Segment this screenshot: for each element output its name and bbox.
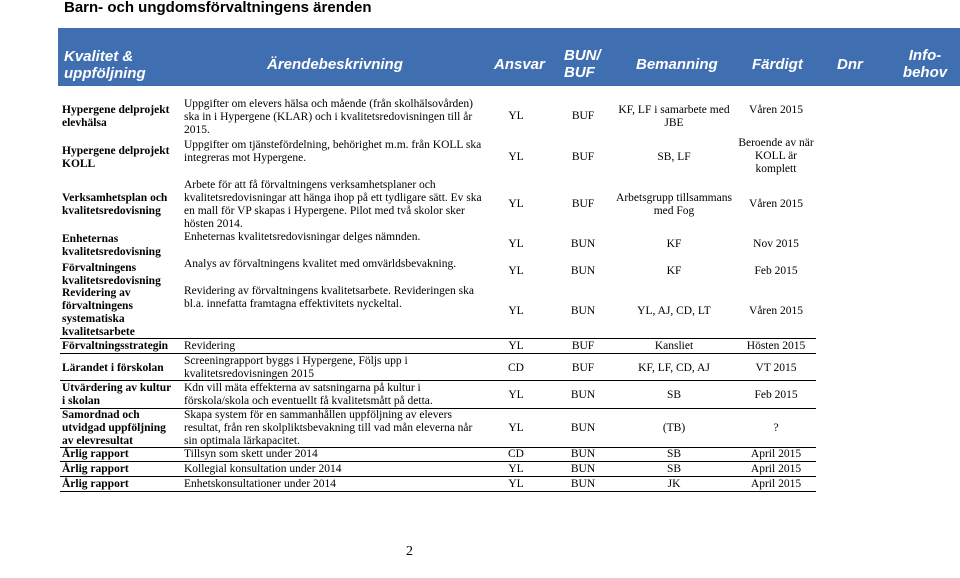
row-12-kvalitet: Årlig rapport (62, 463, 129, 475)
row-10-beskrivning: Skapa system för en sammanhållen uppföljning av elevers resultat, från ren skolpliktsbevakning till vad mån eleverna når sin optimala lärkapacitet. (184, 409, 473, 447)
row-5-ansvar: YL (508, 265, 524, 277)
row-13-kvalitet: Årlig rapport (62, 478, 129, 490)
row-8-ansvar: CD (508, 362, 524, 374)
row-6-bemanning: YL, AJ, CD, LT (637, 305, 711, 317)
row-7-fardigt: Hösten 2015 (746, 340, 806, 352)
row-3-beskrivning: Arbete för att få förvaltningens verksamhetsplaner och kvalitetsredovisningar att hänga ihop på ett tydligare sätt. Ev ska en mall för VP skapas i Hypergene. Pilot med två skolor sker hösten 2014. (184, 179, 482, 230)
row-13-bun: BUN (570, 478, 596, 490)
row-7-bun: BUF (571, 340, 595, 352)
row-11-fardigt: April 2015 (750, 448, 802, 460)
row-6-beskrivning: Revidering av förvaltningens kvalitetsarbete. Revideringen ska bl.a. innefatta framtagna effektivitets nyckeltal. (184, 285, 474, 310)
row-12-ansvar: YL (508, 463, 524, 475)
row-7-beskrivning: Revidering (184, 340, 236, 352)
row-divider (60, 353, 816, 354)
row-4-bemanning: KF (666, 238, 682, 250)
row-4-ansvar: YL (508, 238, 524, 250)
row-10-ansvar: YL (508, 422, 524, 434)
row-12-fardigt: April 2015 (750, 463, 802, 475)
row-5-kvalitet: Förvaltningens kvalitetsredovisning (62, 262, 161, 287)
row-5-bemanning: KF (666, 265, 682, 277)
row-8-beskrivning: Screeningrapport byggs i Hypergene, Följs upp i kvalitetsredovisningen 2015 (184, 355, 408, 380)
row-1-kvalitet: Hypergene delprojekt elevhälsa (62, 104, 170, 129)
row-2-beskrivning: Uppgifter om tjänstefördelning, behörighet m.m. från KOLL ska integreras mot Hypergene. (184, 139, 482, 164)
row-13-beskrivning: Enhetskonsultationer under 2014 (184, 478, 337, 490)
row-9-kvalitet: Utvärdering av kultur i skolan (62, 382, 172, 407)
row-6-fardigt: Våren 2015 (749, 305, 803, 317)
row-6-bun: BUN (570, 305, 596, 317)
header-fardigt: Färdigt (752, 56, 803, 73)
row-7-kvalitet: Förvaltningsstrategin (62, 340, 169, 352)
row-8-fardigt: VT 2015 (755, 362, 797, 374)
row-3-bemanning: Arbetsgrupp tillsammans med Fog (616, 192, 732, 217)
row-1-bemanning: KF, LF i samarbete med JBE (618, 104, 730, 129)
row-8-bun: BUF (571, 362, 595, 374)
row-9-bun: BUN (570, 389, 596, 401)
row-1-beskrivning: Uppgifter om elevers hälsa och mående (från skolhälsovården) ska in i Hypergene (KLAR) och i kvalitetsredovisningen till år 2015. (184, 98, 473, 136)
row-13-bemanning: JK (667, 478, 681, 490)
row-12-beskrivning: Kollegial konsultation under 2014 (184, 463, 342, 475)
row-10-bun: BUN (570, 422, 596, 434)
row-4-beskrivning: Enheternas kvalitetsredovisningar delges nämnden. (184, 231, 421, 243)
row-11-kvalitet: Årlig rapport (62, 448, 129, 460)
row-8-kvalitet: Lärandet i förskolan (62, 362, 164, 374)
row-divider (60, 380, 816, 381)
table-header (58, 28, 960, 86)
row-13-ansvar: YL (508, 478, 524, 490)
row-3-kvalitet: Verksamhetsplan och kvalitetsredovisning (62, 192, 168, 217)
row-3-bun: BUF (571, 198, 595, 210)
row-5-beskrivning: Analys av förvaltningens kvalitet med omvärldsbevakning. (184, 258, 457, 270)
row-10-fardigt: ? (773, 422, 779, 434)
header-bemanning: Bemanning (636, 56, 718, 73)
row-2-kvalitet: Hypergene delprojekt KOLL (62, 145, 170, 170)
page-title: Barn- och ungdomsförvaltningens ärenden (64, 0, 372, 16)
page-number: 2 (406, 544, 413, 559)
row-8-bemanning: KF, LF, CD, AJ (638, 362, 710, 374)
row-5-fardigt: Feb 2015 (754, 265, 798, 277)
row-4-fardigt: Nov 2015 (753, 238, 799, 250)
header-ansvar: Ansvar (494, 56, 545, 73)
row-divider (60, 476, 816, 477)
header-dnr: Dnr (837, 56, 863, 73)
header-kvalitet: Kvalitet & uppföljning (64, 48, 146, 82)
row-10-bemanning: (TB) (662, 422, 686, 434)
header-bun-buf: BUN/ BUF (564, 47, 601, 81)
row-5-bun: BUN (570, 265, 596, 277)
row-6-ansvar: YL (508, 305, 524, 317)
row-7-ansvar: YL (508, 340, 524, 352)
row-7-bemanning: Kansliet (654, 340, 694, 352)
row-1-fardigt: Våren 2015 (749, 104, 803, 116)
row-9-bemanning: SB (666, 389, 682, 401)
row-4-kvalitet: Enheternas kvalitetsredovisning (62, 233, 161, 258)
row-12-bun: BUN (570, 463, 596, 475)
row-divider (60, 491, 816, 492)
header-infobehov: Info- behov (902, 47, 948, 81)
row-2-ansvar: YL (508, 151, 524, 163)
row-3-ansvar: YL (508, 198, 524, 210)
row-1-ansvar: YL (508, 110, 524, 122)
row-11-ansvar: CD (508, 448, 524, 460)
row-3-fardigt: Våren 2015 (749, 198, 803, 210)
row-2-bemanning: SB, LF (657, 151, 691, 163)
row-divider (60, 461, 816, 462)
row-6-kvalitet: Revidering av förvaltningens systematiska kvalitetsarbete (62, 287, 135, 338)
header-arendebeskrivning: Ärendebeskrivning (267, 56, 403, 73)
row-11-beskrivning: Tillsyn som skett under 2014 (184, 448, 318, 460)
row-9-ansvar: YL (508, 389, 524, 401)
row-11-bun: BUN (570, 448, 596, 460)
row-10-kvalitet: Samordnad och utvidgad uppföljning av elevresultat (62, 409, 166, 447)
row-4-bun: BUN (570, 238, 596, 250)
row-1-bun: BUF (571, 110, 595, 122)
row-divider (60, 338, 816, 339)
row-9-fardigt: Feb 2015 (754, 389, 798, 401)
row-9-beskrivning: Kdn vill mäta effekterna av satsningarna på kultur i förskola/skola och eventuellt få kvalitetsmått på detta. (184, 382, 433, 407)
row-13-fardigt: April 2015 (750, 478, 802, 490)
row-2-bun: BUF (571, 151, 595, 163)
row-2-fardigt: Beroende av när KOLL är komplett (738, 137, 814, 175)
row-12-bemanning: SB (666, 463, 682, 475)
row-11-bemanning: SB (666, 448, 682, 460)
